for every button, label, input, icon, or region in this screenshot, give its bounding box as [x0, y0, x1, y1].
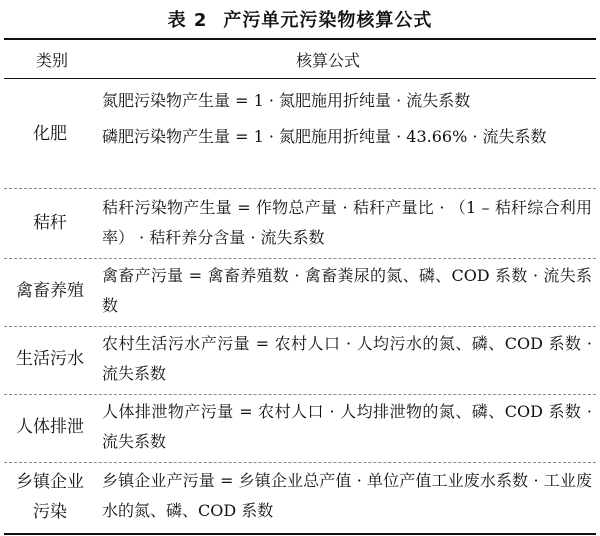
formula-text: 氮肥污染物产生量 = 1 · 氮肥施用折纯量 · 流失系数	[102, 91, 471, 110]
table-bottom-rule	[4, 533, 596, 535]
header-category: 类别	[35, 51, 68, 70]
row-formula	[102, 329, 592, 389]
row-formula	[102, 466, 592, 526]
row-divider	[4, 462, 596, 463]
table-row	[4, 328, 596, 390]
table-row	[4, 192, 596, 254]
row-category: 禽畜养殖	[16, 281, 84, 301]
table-label: 表 2	[167, 10, 208, 31]
row-formula	[102, 193, 592, 253]
table-row	[4, 260, 596, 322]
row-category: 秸秆	[33, 213, 67, 233]
formula-text: 秸秆污染物产生量 = 作物总产量 · 秸秆产量比 · （1 – 秸秆综合利用率） · 秸秆养分含量 · 流失系数	[102, 198, 592, 247]
row-formula	[102, 86, 592, 152]
table-header-rule	[4, 78, 596, 79]
row-category: 生活污水	[16, 349, 84, 369]
formula-text: 磷肥污染物产生量 = 1 · 氮肥施用折纯量 · 43.66% · 流失系数	[102, 127, 547, 146]
formula-text: 乡镇企业产污量 = 乡镇企业总产值 · 单位产值工业废水系数 · 工业废水的氮、磷、COD 系数	[102, 471, 592, 520]
formula-text: 农村生活污水产污量 = 农村人口 · 人均污水的氮、磷、COD 系数 · 流失系数	[102, 334, 592, 383]
row-category: 人体排泄	[16, 417, 84, 437]
row-divider	[4, 258, 596, 259]
row-formula	[102, 397, 592, 457]
formula-text: 人体排泄物产污量 = 农村人口 · 人均排泄物的氮、磷、COD 系数 · 流失系数	[102, 402, 592, 451]
row-category: 化肥	[33, 124, 67, 144]
formula-text: 禽畜产污量 = 禽畜养殖数 · 禽畜粪尿的氮、磷、COD 系数 · 流失系数	[102, 266, 592, 315]
table-row	[4, 464, 596, 530]
row-divider	[4, 394, 596, 395]
row-divider	[4, 188, 596, 189]
table-row	[4, 84, 596, 184]
row-formula	[102, 261, 592, 321]
header-formula: 核算公式	[296, 51, 361, 70]
row-category: 乡镇企业 污染	[16, 472, 84, 522]
table-row	[4, 396, 596, 458]
table-top-rule	[4, 38, 596, 40]
table-title	[0, 6, 600, 32]
row-divider	[4, 326, 596, 327]
table-title-text: 产污单元污染物核算公式	[223, 10, 433, 31]
